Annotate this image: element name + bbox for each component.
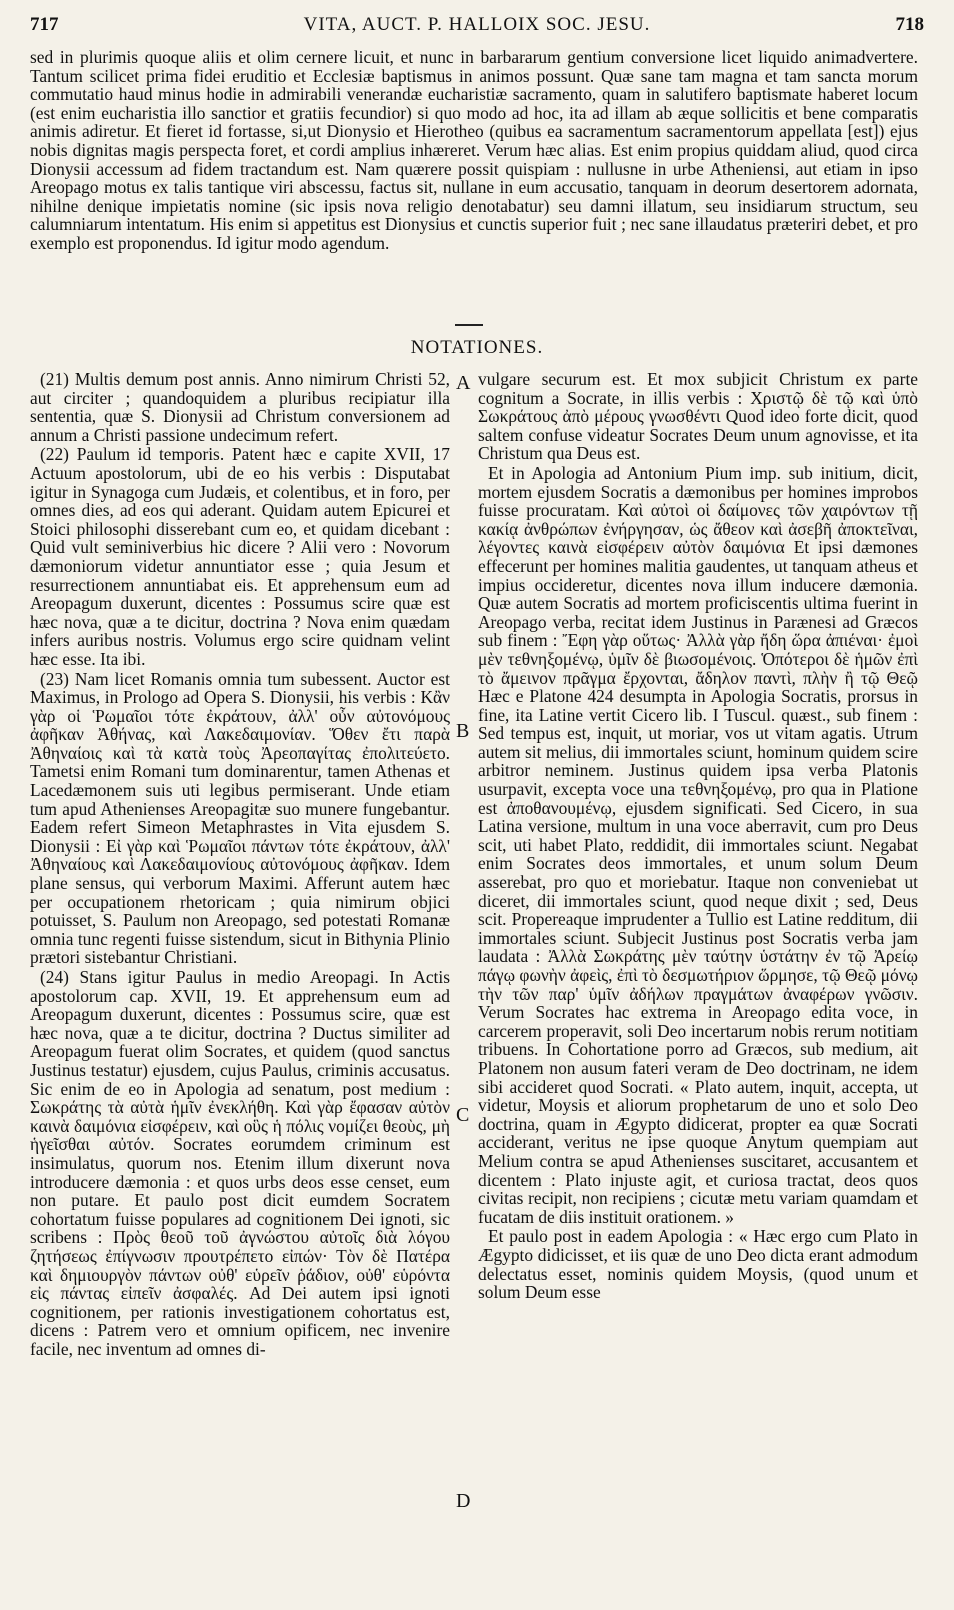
running-title: VITA, AUCT. P. HALLOIX SOC. JESU. [303, 14, 651, 35]
notes-left-column [30, 370, 450, 1359]
margin-letter-a: A [456, 372, 471, 394]
margin-letter-d: D [456, 1490, 471, 1512]
page-number-left: 717 [30, 14, 59, 35]
intro-paragraph: sed in plurimis quoque aliis et olim cernere licuit, et nunc in barbararum gentium conversione licet liquido animadvertere. Tantum scilicet prima fidei eruditio et Ecclesiæ baptismus in animos possunt. Quæ sane tam magna et tam sancta morum commutatio haud minus hodie in admirabili venerandæ eucharistiæ sacramento, quam in salutifero baptismate haberet locum (est enim eucharistia illo sanctior et gratiis fecundior) si quo modo ad hoc, ita ad illam ab æque sollicitis et bene comparatis animis adiretur. Et fieret id fortasse, si,ut Dionysio et Hierotheo (quibus ea sacramentum sacramentorum appellata [est]) ejus nobis dignitas magis perspecta foret, et cordi amplius inhæreret. Verum hæc alias. Est enim propius quiddam aliud, quod circa Dionysii accessum ad fidem tractandum est. Nam quærere possit quispiam : nullusne in urbe Atheniensi, aut etiam in ipso Areopago motus ex talis tantique viri abscessu, factus sit, nullane in eum accusatio, tanquam in deorum desertorem adornata, nihilne denique impietatis nomine (sic ipsis nova religio denotabatur) seu damni illatum, seu insidiarum structum, seu calumniarum intentatum. His enim si appetitus est Dionysius et cunctis superior fuit ; nec sane illaudatus præteriri debet, et pro exemplo est proponendus. Id igitur modo agendum. [30, 47, 918, 253]
margin-letter-b: B [456, 720, 470, 742]
note-23: (23) Nam licet Romanis omnia tum subessent. Auctor est Maximus, in Prologo ad Opera S. Dionysii, his verbis : Κἂν γὰρ οἱ Ῥωμαῖοι τότε ἐκράτουν, ἀλλ' οὖν αὐτονόμους ἀφῆκαν Ἀθήνας, καὶ Λακεδαιμονίαν. Ὅθεν ἔτι παρὰ Ἀθηναίοις καὶ τὰ κατὰ τοὺς Ἀρεοπαγίτας ἐπολιτεύετο. Tametsi enim Romani tum dominarentur, tamen Athenas et Lacedæmonem suis uti legibus permiserant. Unde etiam tum apud Athenienses Areopagitæ suo munere fungebantur. Eadem refert Simeon Metaphrastes in Vita ejusdem S. Dionysii : Εἰ γὰρ καὶ Ῥωμαῖοι πάντων τότε ἐκράτουν, ἀλλ' Ἀθηναίους καὶ Λακεδαιμονίους αὐτονόμους ἀφῆκαν. Idem plane sensus, qui verborum Maximi. Afferunt autem hæc per occupationem rhetoricam ; quia nimirum objici potuisset, S. Paulum non Areopago, sed potestati Romanæ omnia tunc regenti fuisse sistendum, sicut in Bithynia Plinio prætori sistebantur Christiani. [30, 668, 450, 968]
page-number-right: 718 [895, 14, 924, 35]
note-24: (24) Stans igitur Paulus in medio Areopagi. In Actis apostolorum cap. XVII, 19. Et apprehensum eum ad Areopagum duxerunt, dicentes : Possumus scire, quæ est hæc nova, quæ a te dicitur, doctrina ? Ductus similiter ad Areopagum fuerat olim Socrates, et quidem (quod sanctus Justinus testatur) ejusdem, cujus Paulus, criminis accusatus. Sic enim de eo in Apologia ad senatum, post medium : Σωκράτης τὰ αὐτὰ ἡμῖν ἐνεκλήθη. Καὶ γὰρ ἔφασαν αὐτὸν καινὰ δαιμόνια εἰσφέρειν, καὶ οὓς ἡ πόλις νομίζει θεοὺς, μὴ ἡγεῖσθαι αὐτόν. Socrates eorumdem criminum est insimulatus, quorum nos. Etenim illum dixerunt nova introducere dæmonia : et quos urbs deos esse censet, eum non putare. Et paulo post dicit eumdem Socratem cohortatum fuisse populares ad cognitionem Dei ignoti, sic scribens : Πρὸς θεοῦ τοῦ ἀγνώστου αὐτοῖς διὰ λόγου ζητήσεως ἐπίγνωσιν προυτρέπετο εἰπών· Τὸν δὲ Πατέρα καὶ δημιουργὸν πάντων οὐθ' εὑρεῖν ῥάδιον, οὐθ' εὑρόντα εἰς πάντας εἰπεῖν ἀσφαλές. Ad Dei autem ipsi ignoti cognitionem, per rationis investigationem cohortatus est, dicens : Patrem vero et omnium opificem, nec invenire facile, nec inventum ad omnes di- [30, 967, 450, 1359]
section-rule [455, 324, 483, 326]
page-header [30, 14, 924, 44]
notes-heading: NOTATIONES. [410, 337, 544, 358]
margin-letter-c: C [456, 1104, 470, 1126]
right-paragraph-1: vulgare securum est. Et mox subjicit Christum ex parte cognitum a Socrate, in illis verbis : Χριστῷ δὲ τῷ καὶ ὑπὸ Σωκράτους ἀπὸ μέρους γνωσθέντι Quod ideo forte dicit, quod saltem confuse videatur Socrates Deum unum agnovisse, et ita Christum qua Deus est. [478, 369, 918, 464]
right-paragraph-2: Et in Apologia ad Antonium Pium imp. sub initium, dicit, mortem ejusdem Socratis a dæmonibus per homines improbos fuisse procuratam. Καὶ αὐτοὶ οἱ δαίμονες τῶν χαιρόντων τῇ κακίᾳ ἀνθρώπων ἐνήργησαν, ὡς ἄθεον καὶ ἀσεβῆ ἀποκτεῖναι, λέγοντες καινὰ εἰσφέρειν αὐτὸν δαιμόνια Et ipsi dæmones effecerunt per homines malitia gaudentes, ut tanquam atheus et impius occideretur, dicentes nova illum inducere dæmonia. Quæ autem Socratis ad mortem proficiscentis ultima fuerint in Areopago verba, recitat idem Justinus in Parænesi ad Græcos sub finem : Ἔφη γὰρ οὕτως· Ἀλλὰ γὰρ ἤδη ὥρα ἀπιέναι· ἐμοὶ μὲν τεθνηξομένῳ, ὑμῖν δὲ βιωσομένοις. Ὁπότεροι δὲ ἡμῶν ἐπὶ τὸ ἄμεινον πρᾶγμα ἔρχονται, ἄδηλον παντὶ, πλὴν ἢ τῷ Θεῷ Hæc e Platone 424 desumpta in Apologia Socratis, prorsus in fine, ita Latine vertit Cicero lib. I Tuscul. quæst., sub finem : Sed tempus est, inquit, ut moriar, vos ut vitam agatis. Utrum autem sit melius, dii immortales sciunt, hominum quidem scire arbitror neminem. Justinus quidem ipsa verba Platonis usurpavit, excepta voce una τεθνηξομένῳ, pro qua in Platione est ἀποθανουμένῳ, ejusdem significati. Sed Cicero, in sua Latina versione, multum in una voce aberravit, cum pro Deus scit, uti habet Plato, reddidit, dii immortales sciunt. Negabat enim Socrates deos immortales, et unum solum Deum asserebat, pro quo et moriebatur. Itaque non conveniebat ut diceret, dii immortales sciunt, quod neque dixit ; sed, Deus scit. Propereaque imprudenter a Tullio est Latine redditum, dii immortales sciunt. Subjecit Justinus post Socratis verba jam laudata : Ἀλλὰ Σωκράτης μὲν ταύτην ὑστάτην ἐν τῷ Ἀρείῳ πάγῳ φωνὴν ἀφεὶς, ἐπὶ τὸ δεσμωτήριον ὥρμησε, τῷ Θεῷ μόνῳ τὴν τῶν παρ' ὑμῖν ἀδήλων πραγμάτων ἀναφέρων γνῶσιν. Verum Socrates hac extrema in Areopago edita voce, in carcerem properavit, soli Deo incertarum nobis rerum notitiam tribuens. In Cohortatione porro ad Græcos, sub medium, ait Platonem non ausum fateri veram de Deo doctrinam, ne idem sibi accideret quod Socrati. « Plato autem, inquit, accepta, ut videtur, Moysis et aliorum prophetarum de uno et solo Deo doctrina, quam in Ægypto didicerat, propter ea quæ Socrati acciderant, veritus ne ipse quoque Anytum quempiam aut Melium contra se apud Athenienses suscitaret, accusantem et dicentem : Plato injuste agit, et curiosa tractat, deos quos civitas recipit, non recipiens ; cicutæ metu variam quamdam et fucatam de diis instituit orationem. » [478, 462, 918, 1227]
intro-text [30, 48, 918, 253]
note-21: (21) Multis demum post annis. Anno nimirum Christi 52, aut circiter ; quandoquidem a pluribus recipiatur illa sententia, quæ S. Dionysii ad Christum conversionem ad annum a Christi passione undecimum refert. [30, 369, 450, 445]
note-22: (22) Paulum id temporis. Patent hæc e capite XVII, 17 Actuum apostolorum, ubi de eo his verbis : Disputabat igitur in Synagoga cum Judæis, et colentibus, et in foro, per omnes dies, ad eos qui aderant. Quidam autem Epicurei et Stoici philosophi disserebant cum eo, et quidam dicebant : Quid vult seminiverbius hic dicere ? Alii vero : Novorum dæmoniorum videtur annuntiator esse ; quia Jesum et resurrectionem annuntiabat eis. Et apprehensum eum ad Areopagum duxerunt, dicentes : Possumus scire quæ est hæc nova, quæ a te dicitur, doctrina ? Nova enim quædam infers auribus nostris. Volumus ergo scire quidnam velint hæc esse. Ita ibi. [30, 444, 450, 669]
notes-right-column [478, 370, 918, 1303]
right-paragraph-3: Et paulo post in eadem Apologia : « Hæc ergo cum Plato in Ægypto didicisset, et iis quæ de uno Deo dicta erant admodum delectatus esset, nominis quidem Moysis, (quod unum et solum Deum esse [478, 1226, 918, 1303]
